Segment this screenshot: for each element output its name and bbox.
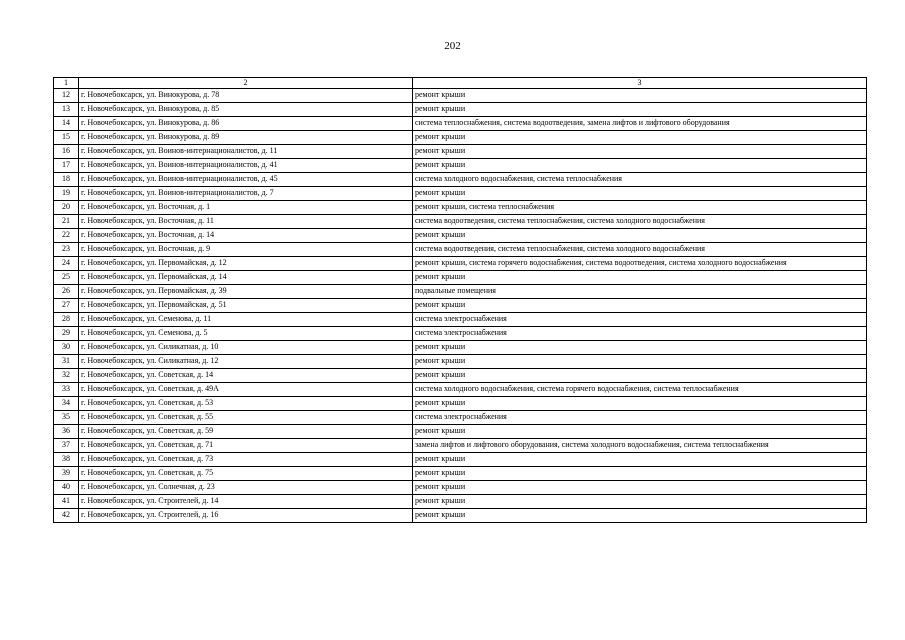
- table-row: [54, 397, 867, 411]
- row-number: 13: [54, 103, 79, 117]
- row-address: г. Новочебоксарск, ул. Семенова, д. 5: [79, 327, 413, 341]
- table-row: [54, 103, 867, 117]
- row-address: г. Новочебоксарск, ул. Восточная, д. 11: [79, 215, 413, 229]
- row-number: 16: [54, 145, 79, 159]
- row-works: ремонт крыши: [413, 103, 867, 117]
- table-row: [54, 89, 867, 103]
- table-row: [54, 509, 867, 523]
- table-row: [54, 341, 867, 355]
- table-row: [54, 117, 867, 131]
- row-works: ремонт крыши: [413, 271, 867, 285]
- row-number: 40: [54, 481, 79, 495]
- row-address: г. Новочебоксарск, ул. Воинов-интернационалистов, д. 11: [79, 145, 413, 159]
- table-row: [54, 327, 867, 341]
- page-number: 202: [444, 40, 461, 52]
- row-number: 25: [54, 271, 79, 285]
- table-row: [54, 271, 867, 285]
- table-row: [54, 313, 867, 327]
- row-number: 42: [54, 509, 79, 523]
- row-address: г. Новочебоксарск, ул. Советская, д. 14: [79, 369, 413, 383]
- row-works: система водоотведения, система теплоснабжения, система холодного водоснабжения: [413, 215, 867, 229]
- table-row: [54, 201, 867, 215]
- row-number: 39: [54, 467, 79, 481]
- row-number: 23: [54, 243, 79, 257]
- row-works: ремонт крыши, система горячего водоснабжения, система водоотведения, система холодного водоснабжения: [413, 257, 867, 271]
- row-address: г. Новочебоксарск, ул. Восточная, д. 1: [79, 201, 413, 215]
- row-works: ремонт крыши: [413, 159, 867, 173]
- row-address: г. Новочебоксарск, ул. Воинов-интернационалистов, д. 7: [79, 187, 413, 201]
- row-address: г. Новочебоксарск, ул. Винокурова, д. 89: [79, 131, 413, 145]
- table-row: [54, 145, 867, 159]
- row-address: г. Новочебоксарск, ул. Первомайская, д. 51: [79, 299, 413, 313]
- table-row: [54, 243, 867, 257]
- table-header-row: [54, 78, 867, 89]
- row-works: система водоотведения, система теплоснабжения, система холодного водоснабжения: [413, 243, 867, 257]
- table-row: [54, 369, 867, 383]
- row-works: ремонт крыши: [413, 397, 867, 411]
- row-address: г. Новочебоксарск, ул. Винокурова, д. 86: [79, 117, 413, 131]
- row-number: 24: [54, 257, 79, 271]
- row-works: ремонт крыши: [413, 369, 867, 383]
- table-row: [54, 495, 867, 509]
- row-address: г. Новочебоксарск, ул. Строителей, д. 14: [79, 495, 413, 509]
- row-works: замена лифтов и лифтового оборудования, система холодного водоснабжения, система теплоснабжения: [413, 439, 867, 453]
- row-works: ремонт крыши: [413, 495, 867, 509]
- row-works: ремонт крыши: [413, 425, 867, 439]
- row-address: г. Новочебоксарск, ул. Силикатная, д. 12: [79, 355, 413, 369]
- row-number: 38: [54, 453, 79, 467]
- row-number: 33: [54, 383, 79, 397]
- row-number: 29: [54, 327, 79, 341]
- row-number: 17: [54, 159, 79, 173]
- row-number: 21: [54, 215, 79, 229]
- row-address: г. Новочебоксарск, ул. Строителей, д. 16: [79, 509, 413, 523]
- column-header-number: 1: [54, 78, 79, 89]
- row-address: г. Новочебоксарск, ул. Восточная, д. 9: [79, 243, 413, 257]
- row-address: г. Новочебоксарск, ул. Винокурова, д. 85: [79, 103, 413, 117]
- row-number: 22: [54, 229, 79, 243]
- row-address: г. Новочебоксарск, ул. Семенова, д. 11: [79, 313, 413, 327]
- row-address: г. Новочебоксарск, ул. Советская, д. 71: [79, 439, 413, 453]
- row-address: г. Новочебоксарск, ул. Восточная, д. 14: [79, 229, 413, 243]
- row-works: ремонт крыши: [413, 341, 867, 355]
- table-row: [54, 257, 867, 271]
- row-works: ремонт крыши, система теплоснабжения: [413, 201, 867, 215]
- row-address: г. Новочебоксарск, ул. Винокурова, д. 78: [79, 89, 413, 103]
- table-row: [54, 215, 867, 229]
- row-works: ремонт крыши: [413, 229, 867, 243]
- row-works: ремонт крыши: [413, 509, 867, 523]
- row-address: г. Новочебоксарск, ул. Силикатная, д. 10: [79, 341, 413, 355]
- row-works: ремонт крыши: [413, 145, 867, 159]
- table-body: [54, 78, 867, 523]
- column-header-works: 3: [413, 78, 867, 89]
- row-works: ремонт крыши: [413, 467, 867, 481]
- row-address: г. Новочебоксарск, ул. Первомайская, д. 14: [79, 271, 413, 285]
- row-number: 12: [54, 89, 79, 103]
- row-address: г. Новочебоксарск, ул. Советская, д. 49А: [79, 383, 413, 397]
- row-number: 26: [54, 285, 79, 299]
- table-row: [54, 481, 867, 495]
- row-number: 18: [54, 173, 79, 187]
- row-works: ремонт крыши: [413, 453, 867, 467]
- row-works: ремонт крыши: [413, 355, 867, 369]
- row-address: г. Новочебоксарск, ул. Первомайская, д. 12: [79, 257, 413, 271]
- row-works: система теплоснабжения, система водоотведения, замена лифтов и лифтового оборудования: [413, 117, 867, 131]
- row-works: система холодного водоснабжения, система горячего водоснабжения, система теплоснабжения: [413, 383, 867, 397]
- row-works: ремонт крыши: [413, 299, 867, 313]
- row-number: 15: [54, 131, 79, 145]
- column-header-address: 2: [79, 78, 413, 89]
- row-address: г. Новочебоксарск, ул. Первомайская, д. 39: [79, 285, 413, 299]
- row-works: система электроснабжения: [413, 411, 867, 425]
- row-works: ремонт крыши: [413, 481, 867, 495]
- row-number: 31: [54, 355, 79, 369]
- row-number: 36: [54, 425, 79, 439]
- row-works: система электроснабжения: [413, 313, 867, 327]
- row-number: 35: [54, 411, 79, 425]
- row-number: 34: [54, 397, 79, 411]
- table-row: [54, 453, 867, 467]
- row-works: подвальные помещения: [413, 285, 867, 299]
- table-row: [54, 439, 867, 453]
- row-works: система холодного водоснабжения, система теплоснабжения: [413, 173, 867, 187]
- row-number: 19: [54, 187, 79, 201]
- row-address: г. Новочебоксарск, ул. Советская, д. 59: [79, 425, 413, 439]
- table-row: [54, 173, 867, 187]
- row-number: 30: [54, 341, 79, 355]
- repair-registry-table: [53, 77, 867, 523]
- table-row: [54, 285, 867, 299]
- row-address: г. Новочебоксарск, ул. Советская, д. 53: [79, 397, 413, 411]
- table-row: [54, 229, 867, 243]
- row-number: 14: [54, 117, 79, 131]
- row-number: 37: [54, 439, 79, 453]
- row-number: 20: [54, 201, 79, 215]
- row-number: 28: [54, 313, 79, 327]
- table-row: [54, 355, 867, 369]
- row-works: ремонт крыши: [413, 131, 867, 145]
- row-address: г. Новочебоксарск, ул. Советская, д. 75: [79, 467, 413, 481]
- row-address: г. Новочебоксарск, ул. Советская, д. 55: [79, 411, 413, 425]
- row-number: 27: [54, 299, 79, 313]
- table-row: [54, 131, 867, 145]
- row-address: г. Новочебоксарск, ул. Советская, д. 73: [79, 453, 413, 467]
- row-address: г. Новочебоксарск, ул. Воинов-интернационалистов, д. 45: [79, 173, 413, 187]
- row-address: г. Новочебоксарск, ул. Воинов-интернационалистов, д. 41: [79, 159, 413, 173]
- row-address: г. Новочебоксарск, ул. Солнечная, д. 23: [79, 481, 413, 495]
- table-row: [54, 411, 867, 425]
- row-works: ремонт крыши: [413, 187, 867, 201]
- row-number: 32: [54, 369, 79, 383]
- row-works: ремонт крыши: [413, 89, 867, 103]
- table-row: [54, 159, 867, 173]
- row-works: система электроснабжения: [413, 327, 867, 341]
- table-row: [54, 299, 867, 313]
- table-row: [54, 425, 867, 439]
- table-row: [54, 383, 867, 397]
- table-row: [54, 187, 867, 201]
- row-number: 41: [54, 495, 79, 509]
- table-row: [54, 467, 867, 481]
